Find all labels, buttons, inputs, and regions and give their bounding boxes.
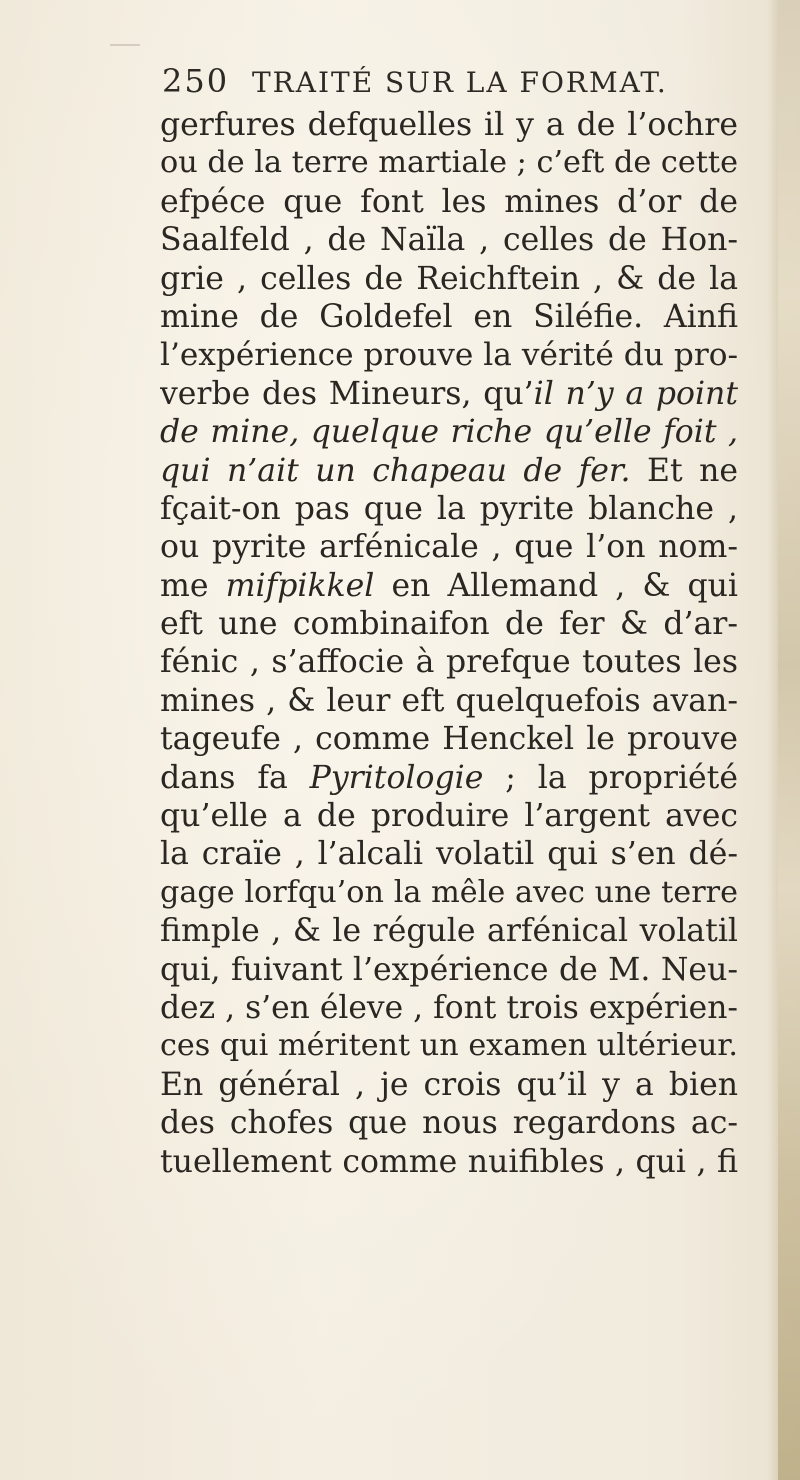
text-run: en Allemand , & qui bbox=[374, 567, 738, 604]
text-run: ou pyrite arfénicale , que l’on nom- bbox=[160, 529, 738, 566]
running-header bbox=[162, 62, 682, 100]
text-line bbox=[160, 1066, 738, 1104]
text-line bbox=[160, 643, 738, 681]
text-run: mines , & leur eft quelquefois avan- bbox=[160, 682, 738, 719]
text-line bbox=[160, 720, 738, 758]
page-edge-shadow bbox=[778, 0, 800, 1480]
text-run: l’expérience prouve la vérité du pro- bbox=[160, 337, 738, 374]
text-line bbox=[160, 912, 738, 950]
text-line bbox=[160, 298, 738, 336]
text-run: fçait-on pas que la pyrite blanche , bbox=[160, 490, 738, 527]
text-run: efpéce que font les mines d’or de bbox=[160, 183, 738, 220]
text-line bbox=[160, 490, 738, 528]
text-line bbox=[160, 183, 738, 221]
text-run: la craïe , l’alcali volatil qui s’en dé- bbox=[160, 836, 738, 873]
text-line bbox=[160, 375, 738, 413]
text-line bbox=[160, 336, 738, 374]
text-run: Saalfeld , de Naïla , celles de Hon- bbox=[160, 222, 738, 259]
text-line bbox=[160, 260, 738, 298]
text-run: Et ne bbox=[630, 452, 738, 489]
text-line bbox=[160, 144, 738, 182]
text-run: verbe des Mineurs, qu’ bbox=[160, 375, 534, 412]
body-text bbox=[160, 106, 738, 1181]
italic-text: de mine, quelque riche qu’elle foit , bbox=[160, 414, 738, 451]
text-run: gage lorfqu’on la mêle avec une terre bbox=[160, 874, 738, 910]
text-run: fimple , & le régule arfénical volatil bbox=[160, 913, 738, 950]
text-line bbox=[160, 989, 738, 1027]
text-line bbox=[160, 874, 738, 912]
text-run: qui, fuivant l’expérience de M. Neu- bbox=[160, 951, 738, 988]
text-run: gerfures defquelles il y a de l’ochre bbox=[160, 107, 738, 143]
text-line bbox=[160, 835, 738, 873]
text-run: ou de la terre martiale ; c’eft de cette bbox=[160, 145, 738, 181]
text-line bbox=[160, 759, 738, 797]
running-title: TRAITÉ SUR LA FORMAT. bbox=[251, 66, 668, 99]
text-run: En général , je crois qu’il y a bien bbox=[160, 1066, 738, 1103]
text-line bbox=[160, 452, 738, 490]
text-run: me bbox=[160, 567, 226, 604]
text-line bbox=[160, 951, 738, 989]
text-run: ces qui méritent un examen ultérieur. bbox=[160, 1028, 738, 1064]
italic-text: mifpikkel bbox=[225, 567, 375, 604]
text-run: fénic , s’affocie à prefque toutes les bbox=[160, 644, 738, 681]
text-run: qu’elle a de produire l’argent avec bbox=[160, 798, 738, 835]
italic-text: Pyritologie bbox=[309, 759, 484, 796]
text-line bbox=[160, 682, 738, 720]
text-line bbox=[160, 567, 738, 605]
page-number: 250 bbox=[162, 62, 230, 100]
text-line bbox=[160, 605, 738, 643]
text-line bbox=[160, 106, 738, 144]
text-line bbox=[160, 1143, 738, 1181]
text-line bbox=[160, 413, 738, 451]
text-run: mine de Goldefel en Siléfie. Ainfi bbox=[160, 298, 738, 335]
text-line bbox=[160, 1104, 738, 1142]
text-run: tuellement comme nuifibles , qui , fi bbox=[160, 1143, 738, 1180]
text-run: eft une combinaifon de fer & d’ar- bbox=[160, 606, 738, 643]
text-line bbox=[160, 221, 738, 259]
text-run: grie , celles de Reichftein , & de la bbox=[160, 260, 738, 297]
text-run: tageufe , comme Henckel le prouve bbox=[160, 721, 738, 758]
ink-smudge bbox=[110, 44, 140, 46]
text-run: ; la propriété bbox=[483, 759, 738, 796]
text-run: des chofes que nous regardons ac- bbox=[160, 1105, 738, 1142]
italic-text: qui n’ait un chapeau de fer. bbox=[160, 452, 631, 489]
text-line bbox=[160, 797, 738, 835]
text-run: dez , s’en éleve , font trois expérien- bbox=[160, 989, 738, 1026]
italic-text: il n’y a point bbox=[533, 375, 738, 412]
text-line bbox=[160, 528, 738, 566]
text-line bbox=[160, 1027, 738, 1065]
text-run: dans fa bbox=[160, 759, 310, 796]
